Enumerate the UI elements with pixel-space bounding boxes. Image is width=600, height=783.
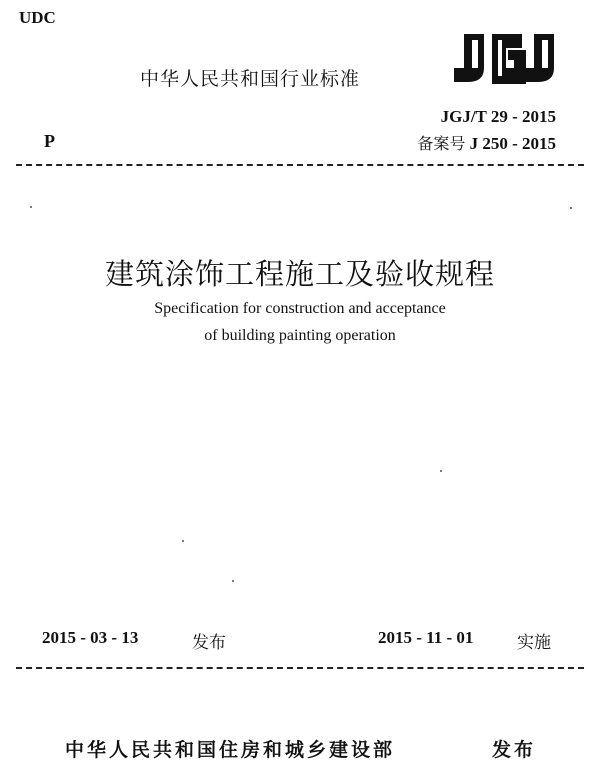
udc-label: UDC xyxy=(19,8,56,27)
publisher: 中华人民共和国住房和城乡建设部 xyxy=(65,739,396,761)
standard-code: JGJ/T 29 - 2015 xyxy=(440,107,556,126)
standard-type: 中华人民共和国行业标准 xyxy=(140,68,361,90)
issue-date: 2015 - 03 - 13 xyxy=(42,628,139,647)
issue-label: 发布 xyxy=(192,633,226,653)
title-chinese: 建筑涂饰工程施工及验收规程 xyxy=(104,257,495,291)
publish-label: 发布 xyxy=(492,739,537,761)
speck xyxy=(570,207,572,209)
implement-label: 实施 xyxy=(517,633,551,653)
category-letter: P xyxy=(44,131,55,151)
jgj-logo xyxy=(448,30,560,86)
record-label: 备案号 xyxy=(417,134,466,153)
title-english-line2: of building painting operation xyxy=(204,327,396,344)
implement-date: 2015 - 11 - 01 xyxy=(378,628,474,647)
title-english-line1: Specification for construction and acceptance xyxy=(154,300,446,317)
top-divider xyxy=(16,164,584,166)
speck xyxy=(232,580,234,582)
speck xyxy=(30,206,32,208)
speck xyxy=(440,470,442,472)
record-code: J 250 - 2015 xyxy=(469,134,556,153)
record-number xyxy=(417,131,556,154)
bottom-divider xyxy=(16,667,584,669)
speck xyxy=(182,540,184,542)
